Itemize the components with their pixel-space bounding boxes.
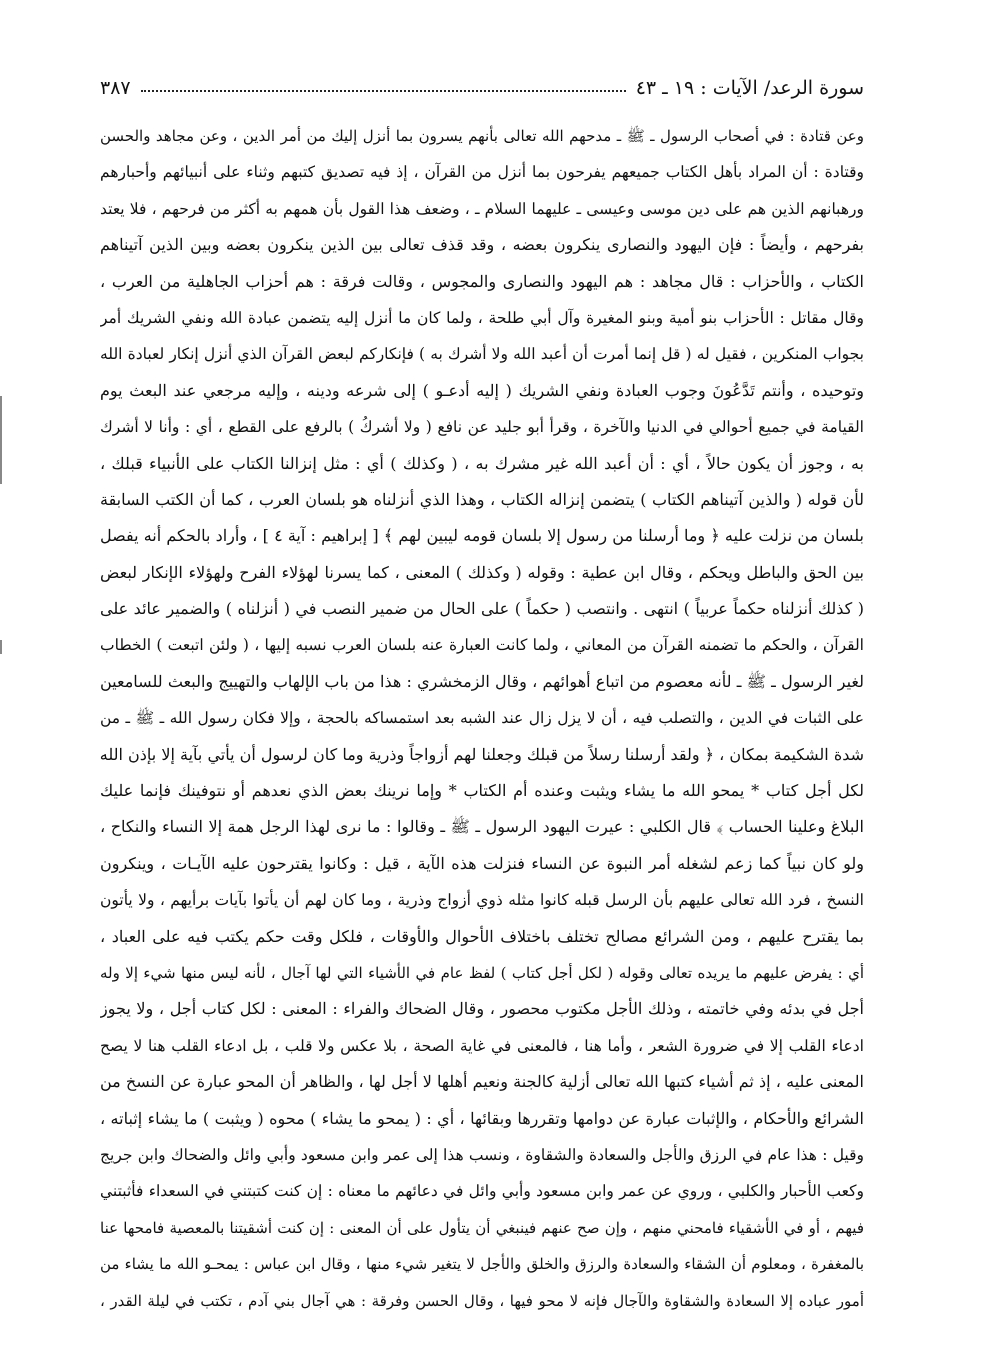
- text-line: وكعب الأحبار والكلبي ، وروي عن عمر وابن مسعود وأبي وائل في دعائهم ما معناه : إن كنت كتبتني في السعداء فأثبتني: [100, 1182, 864, 1201]
- text-line: الشرائع والأحكام ، والإثبات عبارة عن دوامها وتقررها وبقائها ، أي : ( يمحو ما يشاء ) محوه ( ويثبت ) ما يشاء إثباته ،: [100, 1108, 864, 1128]
- text-line: بفرحهم ، وأيضاً : فإن اليهود والنصارى ينكرون بعضه ، وقد قذف تعالى بين الذين ينكرون بعضه وبين الذين آتيناهم: [100, 235, 864, 255]
- text-line: القيامة في جميع أحوالي في الدنيا والآخرة ، وقرأ أبو جليد عن نافع ( ولا أشركُ ) بالرفع على القطع ، أي : وأنا لا أشرك: [100, 418, 864, 437]
- text-line: أمور عباده إلا السعادة والشقاوة والآجال فإنه لا محو فيها ، وقال الحسن وفرقة : هي آجال بني آدم ، تكتب في ليلة القدر ،: [100, 1291, 864, 1310]
- text-line: لغير الرسول ـ ﷺ ـ لأنه معصوم من اتباع أهوائهم ، وقال الزمخشري : هذا من باب الإلهاب والتهييج والبعث للسامعين: [100, 671, 864, 691]
- text-line: به ، وجوز أن يكون حالاً ، أي : أن أعبد الله غير مشرك به ، ( وكذلك ) أي : مثل إنزالنا الكتاب على الأنبياء قبلك ،: [100, 453, 864, 473]
- text-line: وقتادة : أن المراد بأهل الكتاب جميعهم يفرحون بما أنزل من القرآن ، إذ فيه تصديق كتبهم وثناء على أنبيائهم وأحبارهم: [100, 163, 864, 182]
- page-number: ٣٨٧: [100, 77, 131, 99]
- text-line: شدة الشكيمة بمكان ، ﴿ ولقد أرسلنا رسلاً من قبلك وجعلنا لهم أزواجاً وذرية وما كان لرسول أن يأتي بآية إلا بإذن الله: [100, 744, 864, 764]
- text-line: أي : يفرض عليهم ما يريده تعالى وقوله ( لكل أجل كتاب ) لفظ عام في الأشياء التي لها آجال ، لأنه ليس منها شيء إلا وله: [100, 963, 864, 982]
- text-line: بجواب المنكرين ، فقيل له ( قل إنما أمرت أن أعبد الله ولا أشرك به ) فإنكاركم لبعض القرآن الذي أنزل إنكار لعبادة الله: [100, 345, 864, 364]
- text-line: القرآن ، والحكم ما تضمنه القرآن من المعاني ، ولما كانت العبارة عنه بلسان العرب نسبه إليها ، ( ولئن اتبعت ) الخطاب: [100, 636, 864, 655]
- text-line: بلسان من نزلت عليه ﴿ وما أرسلنا من رسول إلا بلسان قومه ليبين لهم ﴾ [ إبراهيم : آية ٤ ] ، وأراد بالحكم أنه يفصل: [100, 526, 864, 546]
- text-line: بما يقترح عليهم ، ومن الشرائع مصالح تختلف باختلاف الأحوال والأوقات ، فلكل وقت حكم يكتب فيه على العباد ،: [100, 926, 864, 946]
- text-line: الكتاب ، والأحزاب : قال مجاهد : هم اليهود والنصارى والمجوس ، وقالت فرقة : هم أحزاب الجاهلية من العرب ،: [100, 271, 864, 291]
- text-line: وقال مقاتل : الأحزاب بنو أمية وبنو المغيرة وآل أبي طلحة ، ولما كان ما أنزل إليه يتضمن عبادة الله ونفي الشريك أمر: [100, 308, 864, 327]
- text-line: البلاغ وعلينا الحساب ﴾ قال الكلبي : عيرت اليهود الرسول ـ ﷺ ـ وقالوا : ما نرى لهذا الرجل همة إلا النساء والنكاح ،: [100, 817, 864, 837]
- text-line: لكل أجل كتاب * يمحو الله ما يشاء ويثبت وعنده أم الكتاب * وإما نرينك بعض الذي نعدهم أو نتوفينك فإنما عليك: [100, 781, 864, 801]
- text-line: أجل في بدئه وفي خاتمته ، وذلك الأجل مكتوب محصور ، وقال الضحاك والفراء : المعنى : لكل كتاب أجل ، ولا يجوز: [100, 999, 864, 1019]
- text-line: ادعاء القلب إلا في ضرورة الشعر ، وأما هنا ، فالمعنى في غاية الصحة ، بلا عكس ولا قلب ، بل ادعاء القلب هنا لا يصح: [100, 1036, 864, 1055]
- text-line: وقيل : هذا عام في الرزق والأجل والسعادة والشقاوة ، ونسب هذا إلى عمر وابن مسعود وأبي وائل والضحاك وابن جريج: [100, 1145, 864, 1164]
- running-title: سورة الرعد/ الآيات : ١٩ ـ ٤٣: [635, 77, 864, 99]
- text-line: لأن قوله ( والذين آتيناهم الكتاب ) يتضمن إنزاله الكتاب ، وهذا الذي أنزلناه هو بلسان العرب ، كما أن الكتب السابقة: [100, 489, 864, 509]
- dotted-leader: [141, 90, 626, 92]
- text-line: ولو كان نبياً كما زعم لشغله أمر النبوة عن النساء فنزلت هذه الآية ، قيل : وكانوا يقترحون عليه الآيـات ، وينكرون: [100, 853, 864, 873]
- text-line: بالمغفرة ، ومعلوم أن الشقاء والسعادة والرزق والخلق والأجل لا يتغير شيء منها ، وقال ابن عباس : يمحـو الله ما يشاء من: [100, 1255, 864, 1274]
- text-line: المعنى عليه ، إذ ثم أشياء كتبها الله تعالى أزلية كالجنة ونعيم أهلها لا أجل لها ، والظاهر أن المحو عبارة عن النسخ من: [100, 1072, 864, 1092]
- text-line: النسخ ، فرد الله تعالى عليهم بأن الرسل قبله كانوا مثله ذوي أزواج وذرية ، وما كان لهم أن يأتوا بآيات برأيهم ، ولا يأتون: [100, 891, 864, 910]
- body-text: [100, 118, 864, 1319]
- margin-scan-mark: [0, 640, 2, 654]
- text-line: بين الحق والباطل ويحكم ، وقال ابن عطية : وقوله ( وكذلك ) المعنى ، كما يسرنا لهؤلاء الفرح ولهؤلاء الإنكار لبعض: [100, 562, 864, 582]
- text-line: على الثبات في الدين ، والتصلب فيه ، أن لا يزل زال عند الشبه بعد استمساكه بالحجة ، وإلا فكان رسول الله ـ ﷺ ـ من: [100, 709, 864, 728]
- margin-scan-mark: [0, 396, 2, 484]
- text-line: وعن قتادة : في أصحاب الرسول ـ ﷺ ـ مدحهم الله تعالى بأنهم يسرون بما أنزل إليك من أمر الدين ، وعن مجاهد والحسن: [100, 127, 864, 145]
- text-line: ( كذلك أنزلناه حكماً عربياً ) انتهى . وانتصب ( حكماً ) على الحال من ضمير النصب في ( أنزلناه ) والضمير عائد على: [100, 599, 864, 619]
- text-line: ورهبانهم الذين هم على دين موسى وعيسى ـ عليهما السلام ـ ، وضعف هذا القول بأن همهم به أكثر من فرحهم ، فلا يعتد: [100, 199, 864, 218]
- text-line: فيهم ، أو في الأشقياء فامحني منهم ، وإن صح عنهم فينبغي أن يتأول على أن المعنى : إن كنت أشقيتنا بالمعصية فامحها عنا: [100, 1218, 864, 1237]
- text-line: وتوحيده ، وأنتم تَدَّعُونَ وجوب العبادة ونفي الشريك ( إليه أدعـو ) إلى شرعه ودينه ، وإليه مرجعي عند البعث يوم: [100, 380, 864, 400]
- running-header: [100, 70, 864, 106]
